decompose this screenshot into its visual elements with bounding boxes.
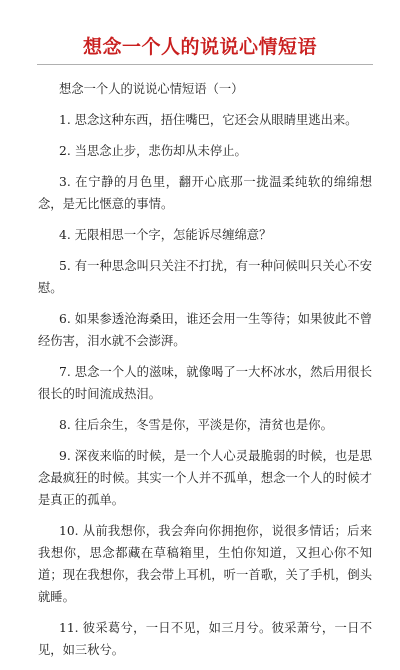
paragraph-10: 10. 从前我想你，我会奔向你拥抱你，说很多情话；后来我想你，思念都藏在草稿箱里，生怕你知道，又担心你不知道；现在我想你，我会带上耳机，听一首歌，关了手机，倒头就睡。 [38,524,372,604]
paragraph-1: 1. 思念这种东西，捂住嘴巴，它还会从眼睛里逃出来。 [59,113,358,127]
document-title: 想念一个人的说说心情短语 [82,36,317,58]
paragraph-9: 9. 深夜来临的时候，是一个人心灵最脆弱的时候，也是思念最疯狂的时候。其实一个人并不孤单，想念一个人的时候才是真正的孤单。 [38,449,372,507]
document-body [38,78,372,670]
paragraph-5: 5. 有一种思念叫只关注不打扰，有一种问候叫只关心不安慰。 [38,259,372,295]
paragraph-2: 2. 当思念止步，悲伤却从未停止。 [59,144,247,158]
paragraph-3: 3. 在宁静的月色里，翻开心底那一拢温柔纯软的绵绵想念，是无比惬意的事情。 [38,175,372,211]
paragraph-8: 8. 往后余生，冬雪是你，平淡是你，清贫也是你。 [59,418,333,432]
section-subtitle: 想念一个人的说说心情短语（一） [59,82,244,96]
title-divider [37,64,373,65]
paragraph-7: 7. 思念一个人的滋味，就像喝了一大杯冰水，然后用很长很长的时间流成热泪。 [38,365,372,401]
paragraph-11: 11. 彼采葛兮，一日不见，如三月兮。彼采萧兮，一日不见，如三秋兮。 [38,621,372,657]
paragraph-4: 4. 无限相思一个字，怎能诉尽缠绵意？ [59,228,272,242]
paragraph-6: 6. 如果参透沧海桑田，谁还会用一生等待；如果彼此不曾经伤害，泪水就不会澎湃。 [38,312,372,348]
